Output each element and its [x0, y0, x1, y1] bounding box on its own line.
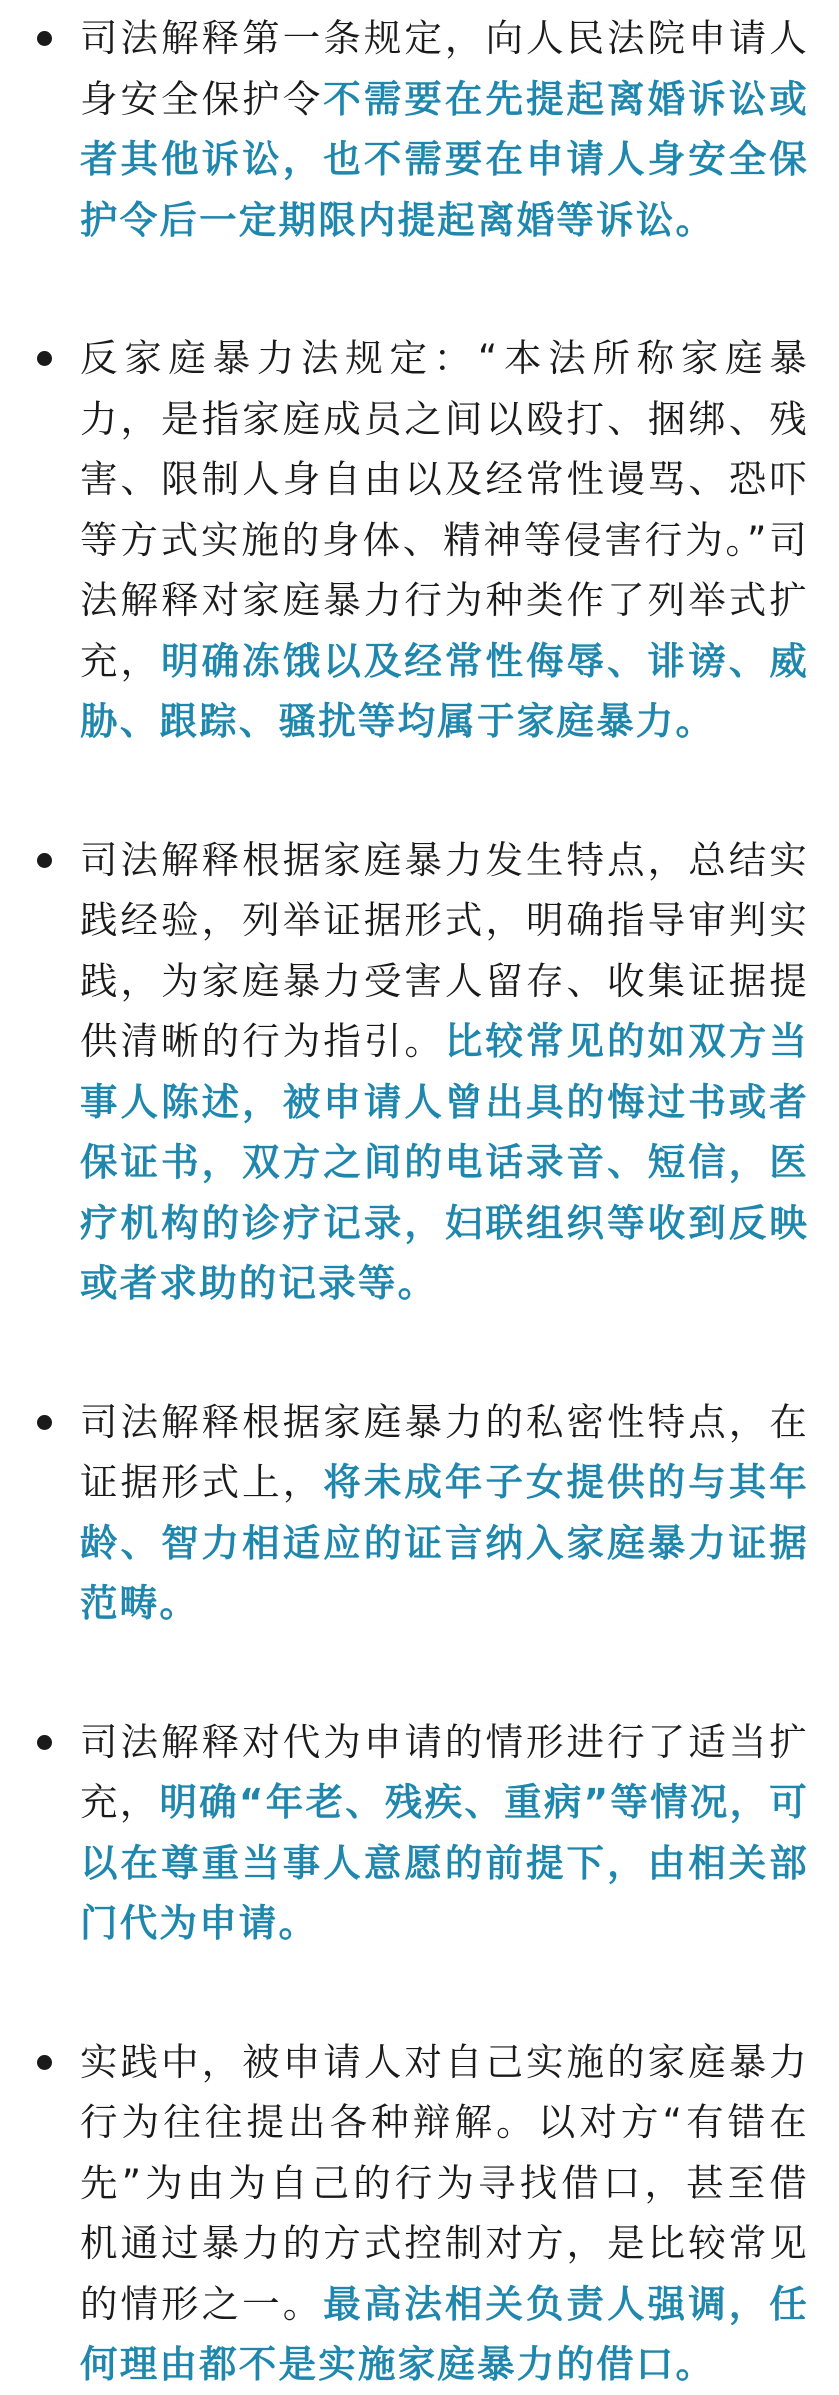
paragraph-text: 实践中，被申请人对自己实施的家庭暴力行为往往提出各种辩解。以对方“有错在先”为由为自己的行为寻找借口，甚至借机通过暴力的方式控制对方，是比较常见的情形之一。: [80, 2039, 809, 2326]
paragraph-text: 司法解释根据家庭暴力的私密性特点，在证据形式上，: [80, 1399, 809, 1504]
bullet-dot-icon: [37, 31, 52, 46]
list-item: [0, 328, 809, 752]
bullet-dot-icon: [37, 351, 52, 366]
paragraph-text: 反家庭暴力法规定：“本法所称家庭暴力，是指家庭成员之间以殴打、捆绑、残害、限制人身自由以及经常性谩骂、恐吓等方式实施的身体、精神等侵害行为。”司法解释对家庭暴力行为种类作了列举式扩充，: [80, 336, 809, 683]
highlight-text: 明确“年老、残疾、重病”等情况，可以在尊重当事人意愿的前提下，由相关部门代为申请。: [80, 1780, 809, 1945]
list-item: [0, 8, 809, 250]
highlight-text: 不需要在先提起离婚诉讼或者其他诉讼，也不需要在申请人身安全保护令后一定期限内提起离婚等诉讼。: [80, 76, 809, 242]
bullet-dot-icon: [37, 1415, 52, 1430]
highlight-text: 最高法相关负责人强调，任何理由都不是实施家庭暴力的借口。: [80, 2281, 809, 2386]
paragraph-text: 司法解释第一条规定，向人民法院申请人身安全保护令: [80, 16, 809, 121]
paragraph-text: 司法解释根据家庭暴力发生特点，总结实践经验，列举证据形式，明确指导审判实践，为家庭暴力受害人留存、收集证据提供清晰的行为指引。: [80, 837, 809, 1063]
paragraph: [80, 2032, 809, 2395]
paragraph: [80, 1392, 809, 1634]
list-item: [0, 1712, 809, 1954]
paragraph-text: 司法解释对代为申请的情形进行了适当扩充，: [80, 1719, 809, 1824]
list-item: [0, 830, 809, 1314]
bullet-dot-icon: [37, 853, 52, 868]
list-item: [0, 1392, 809, 1634]
bullet-dot-icon: [37, 2055, 52, 2070]
highlight-text: 将未成年子女提供的与其年龄、智力相适应的证言纳入家庭暴力证据范畴。: [80, 1460, 809, 1625]
list-item: [0, 2032, 809, 2395]
highlight-text: 比较常见的如双方当事人陈述，被申请人曾出具的悔过书或者保证书，双方之间的电话录音、短信，医疗机构的诊疗记录，妇联组织等收到反映或者求助的记录等。: [80, 1019, 809, 1305]
highlight-text: 明确冻饿以及经常性侮辱、诽谤、威胁、跟踪、骚扰等均属于家庭暴力。: [80, 638, 809, 743]
paragraph: [80, 1712, 809, 1954]
paragraph: [80, 830, 809, 1314]
bullet-list: [0, 8, 809, 2395]
paragraph: [80, 328, 809, 752]
paragraph: [80, 8, 809, 250]
bullet-dot-icon: [37, 1735, 52, 1750]
